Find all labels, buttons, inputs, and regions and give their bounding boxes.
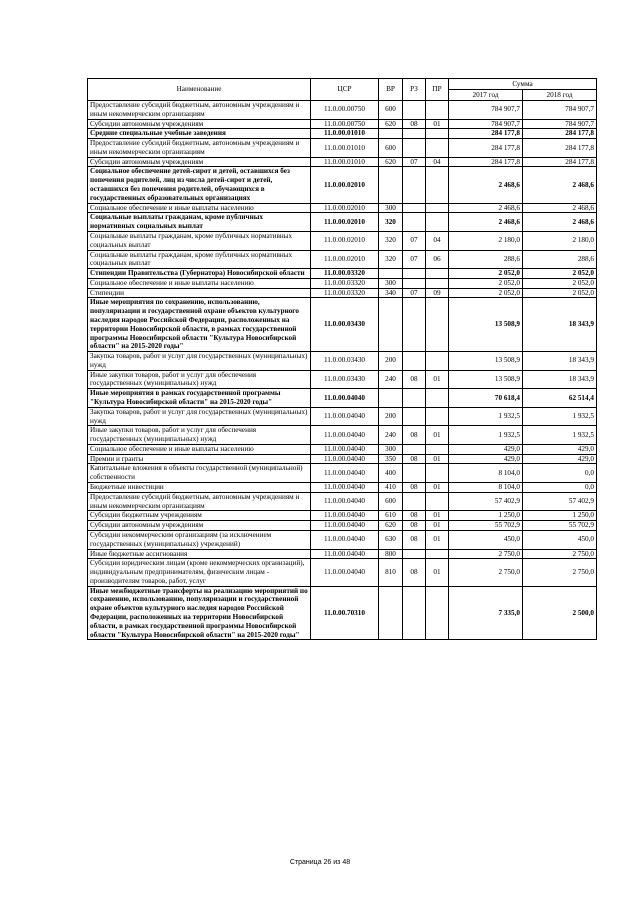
table-row — [88, 101, 597, 120]
row-sum-2017: 57 402,9 — [449, 492, 523, 511]
row-pr: 01 — [426, 511, 449, 521]
row-sum-2018: 62 514,4 — [523, 389, 597, 408]
row-name: Иные закупки товаров, работ и услуг для обеспечения государственных (муниципальных) нужд — [88, 370, 311, 389]
row-csr: 11.0.00.04040 — [311, 407, 379, 426]
row-rz: 07 — [403, 288, 426, 298]
row-csr: 11.0.00.04040 — [311, 483, 379, 493]
row-vr: 810 — [379, 559, 403, 586]
row-sum-2017: 2 750,0 — [449, 549, 523, 559]
row-vr — [379, 389, 403, 408]
row-csr: 11.0.00.03430 — [311, 298, 379, 352]
row-sum-2017: 429,0 — [449, 454, 523, 464]
row-rz — [403, 586, 426, 640]
table-row — [88, 483, 597, 493]
row-sum-2018: 284 177,8 — [523, 157, 597, 167]
row-sum-2018: 2 468,6 — [523, 213, 597, 232]
row-sum-2017: 8 104,0 — [449, 483, 523, 493]
row-sum-2017: 70 618,4 — [449, 389, 523, 408]
row-csr: 11.0.00.03430 — [311, 370, 379, 389]
row-rz — [403, 444, 426, 454]
row-sum-2018: 284 177,8 — [523, 139, 597, 158]
table-row — [88, 250, 597, 269]
row-vr: 340 — [379, 288, 403, 298]
row-vr: 800 — [379, 549, 403, 559]
row-csr: 11.0.00.04040 — [311, 444, 379, 454]
row-vr: 300 — [379, 203, 403, 213]
row-sum-2017: 13 508,9 — [449, 352, 523, 371]
header-pr: ПР — [426, 79, 449, 101]
row-name: Предоставление субсидий бюджетным, автономным учреждениям и иным некоммерческим организациям — [88, 101, 311, 120]
row-name: Стипендии — [88, 288, 311, 298]
row-rz — [403, 129, 426, 139]
row-pr — [426, 352, 449, 371]
row-name: Предоставление субсидий бюджетным, автономным учреждениям и иным некоммерческим организациям — [88, 492, 311, 511]
row-name: Социальные выплаты гражданам, кроме публичных нормативных социальных выплат — [88, 250, 311, 269]
row-sum-2017: 13 508,9 — [449, 298, 523, 352]
row-sum-2017: 2 750,0 — [449, 559, 523, 586]
row-rz: 08 — [403, 119, 426, 129]
row-csr: 11.0.00.03320 — [311, 288, 379, 298]
header-year-2018: 2018 год — [523, 90, 597, 101]
row-sum-2017: 2 052,0 — [449, 269, 523, 279]
row-pr — [426, 492, 449, 511]
row-name: Социальное обеспечение и иные выплаты населению — [88, 278, 311, 288]
table-row — [88, 278, 597, 288]
row-pr: 01 — [426, 454, 449, 464]
row-csr: 11.0.00.70310 — [311, 586, 379, 640]
row-vr: 300 — [379, 444, 403, 454]
row-rz — [403, 389, 426, 408]
table-row — [88, 129, 597, 139]
row-vr: 620 — [379, 521, 403, 531]
row-sum-2018: 1 932,5 — [523, 426, 597, 445]
row-csr: 11.0.00.04040 — [311, 454, 379, 464]
row-csr: 11.0.00.04040 — [311, 521, 379, 531]
row-vr: 320 — [379, 231, 403, 250]
table-row — [88, 521, 597, 531]
row-name: Субсидии бюджетным учреждениям — [88, 511, 311, 521]
row-name: Субсидии автономным учреждениям — [88, 521, 311, 531]
row-sum-2017: 1 250,0 — [449, 511, 523, 521]
row-pr — [426, 464, 449, 483]
table-row — [88, 352, 597, 371]
row-name: Премии и гранты — [88, 454, 311, 464]
table-row — [88, 213, 597, 232]
row-name: Социальные выплаты гражданам, кроме публичных нормативных социальных выплат — [88, 213, 311, 232]
row-name: Социальное обеспечение детей-сирот и детей, оставшихся без попечения родителей, лиц из числа детей-сирот и детей, оставшихся без попечения родителей, обучающихся в государственных образовательных организациях — [88, 167, 311, 203]
row-sum-2017: 8 104,0 — [449, 464, 523, 483]
row-sum-2018: 784 907,7 — [523, 101, 597, 120]
row-name: Закупка товаров, работ и услуг для государственных (муниципальных) нужд — [88, 407, 311, 426]
row-rz: 08 — [403, 521, 426, 531]
row-sum-2017: 784 907,7 — [449, 119, 523, 129]
row-sum-2018: 0,0 — [523, 464, 597, 483]
row-csr: 11.0.00.04040 — [311, 389, 379, 408]
row-sum-2017: 2 052,0 — [449, 278, 523, 288]
row-vr: 400 — [379, 464, 403, 483]
row-sum-2018: 55 702,9 — [523, 521, 597, 531]
row-rz — [403, 278, 426, 288]
row-sum-2017: 429,0 — [449, 444, 523, 454]
row-csr: 11.0.00.00750 — [311, 101, 379, 120]
row-rz: 08 — [403, 370, 426, 389]
row-csr: 11.0.00.02010 — [311, 213, 379, 232]
row-csr: 11.0.00.00750 — [311, 119, 379, 129]
budget-table-container — [87, 78, 597, 640]
row-sum-2017: 1 932,5 — [449, 426, 523, 445]
row-vr: 300 — [379, 278, 403, 288]
row-name: Средние специальные учебные заведения — [88, 129, 311, 139]
row-vr: 320 — [379, 213, 403, 232]
row-name: Социальные выплаты гражданам, кроме публичных нормативных социальных выплат — [88, 231, 311, 250]
row-rz — [403, 101, 426, 120]
row-vr: 200 — [379, 407, 403, 426]
row-pr — [426, 101, 449, 120]
table-row — [88, 530, 597, 549]
table-row — [88, 454, 597, 464]
row-vr: 600 — [379, 139, 403, 158]
row-rz: 08 — [403, 454, 426, 464]
row-csr: 11.0.00.04040 — [311, 511, 379, 521]
row-sum-2018: 2 052,0 — [523, 278, 597, 288]
row-sum-2018: 2 750,0 — [523, 559, 597, 586]
row-pr — [426, 444, 449, 454]
row-pr: 01 — [426, 483, 449, 493]
row-vr: 350 — [379, 454, 403, 464]
row-csr: 11.0.00.04040 — [311, 530, 379, 549]
header-vr: ВР — [379, 79, 403, 101]
row-sum-2017: 13 508,9 — [449, 370, 523, 389]
table-row — [88, 157, 597, 167]
row-sum-2018: 18 343,9 — [523, 298, 597, 352]
row-csr: 11.0.00.04040 — [311, 464, 379, 483]
table-row — [88, 203, 597, 213]
row-rz — [403, 269, 426, 279]
row-sum-2017: 284 177,8 — [449, 157, 523, 167]
row-pr: 06 — [426, 250, 449, 269]
row-name: Стипендии Правительства (Губернатора) Новосибирской области — [88, 269, 311, 279]
row-sum-2017: 450,0 — [449, 530, 523, 549]
row-pr — [426, 129, 449, 139]
row-sum-2017: 1 932,5 — [449, 407, 523, 426]
table-row — [88, 492, 597, 511]
row-rz: 08 — [403, 511, 426, 521]
row-csr: 11.0.00.04040 — [311, 559, 379, 586]
row-vr — [379, 586, 403, 640]
row-sum-2017: 784 907,7 — [449, 101, 523, 120]
row-name: Иные мероприятия по сохранению, использованию, популяризации и государственной охране объектов культурного наследия народов Российской Федерации, расположенных на территории Новосибирской области, в рамках государственной программы Новосибирской области "Культура Новосибирской области" на 2015-2020 годы" — [88, 298, 311, 352]
row-pr: 04 — [426, 231, 449, 250]
row-name: Иные мероприятия в рамках государственной программы "Культура Новосибирской области" на 2015-2020 годы" — [88, 389, 311, 408]
row-vr: 240 — [379, 426, 403, 445]
row-sum-2018: 18 343,9 — [523, 370, 597, 389]
row-sum-2018: 18 343,9 — [523, 352, 597, 371]
row-pr — [426, 213, 449, 232]
row-pr: 01 — [426, 370, 449, 389]
table-row — [88, 407, 597, 426]
row-name: Иные межбюджетные трансферты на реализацию мероприятий по сохранению, использованию, популяризации и государственной охране объектов культурного наследия народов Российской Федерации, расположенных на территории Новосибирской области, в рамках государственной программы Новосибирской области "Культура Новосибирской области" на 2015-2020 годы" — [88, 586, 311, 640]
row-sum-2018: 1 932,5 — [523, 407, 597, 426]
row-sum-2017: 2 052,0 — [449, 288, 523, 298]
row-rz — [403, 352, 426, 371]
row-sum-2018: 284 177,8 — [523, 129, 597, 139]
table-row — [88, 298, 597, 352]
row-csr: 11.0.00.01010 — [311, 139, 379, 158]
table-row — [88, 119, 597, 129]
row-vr: 600 — [379, 101, 403, 120]
row-rz: 07 — [403, 250, 426, 269]
row-pr: 01 — [426, 521, 449, 531]
row-sum-2018: 2 052,0 — [523, 288, 597, 298]
header-csr: ЦСР — [311, 79, 379, 101]
row-vr: 620 — [379, 157, 403, 167]
row-pr: 01 — [426, 119, 449, 129]
row-rz — [403, 139, 426, 158]
row-sum-2018: 784 907,7 — [523, 119, 597, 129]
table-row — [88, 559, 597, 586]
row-sum-2017: 2 468,6 — [449, 213, 523, 232]
row-rz — [403, 407, 426, 426]
row-name: Социальное обеспечение и иные выплаты населению — [88, 203, 311, 213]
row-vr: 200 — [379, 352, 403, 371]
row-csr: 11.0.00.03430 — [311, 352, 379, 371]
table-row — [88, 444, 597, 454]
row-csr: 11.0.00.02010 — [311, 167, 379, 203]
header-rz: РЗ — [403, 79, 426, 101]
row-sum-2018: 429,0 — [523, 444, 597, 454]
row-pr — [426, 407, 449, 426]
table-body — [88, 101, 597, 640]
row-csr: 11.0.00.01010 — [311, 157, 379, 167]
row-sum-2018: 57 402,9 — [523, 492, 597, 511]
row-vr — [379, 298, 403, 352]
row-sum-2018: 2 500,0 — [523, 586, 597, 640]
row-csr: 11.0.00.03320 — [311, 269, 379, 279]
row-sum-2018: 450,0 — [523, 530, 597, 549]
row-vr — [379, 269, 403, 279]
row-pr: 04 — [426, 157, 449, 167]
row-csr: 11.0.00.02010 — [311, 203, 379, 213]
row-csr: 11.0.00.04040 — [311, 426, 379, 445]
row-sum-2017: 2 468,6 — [449, 167, 523, 203]
row-csr: 11.0.00.04040 — [311, 549, 379, 559]
row-sum-2017: 55 702,9 — [449, 521, 523, 531]
row-pr — [426, 167, 449, 203]
row-rz: 08 — [403, 483, 426, 493]
table-row — [88, 511, 597, 521]
table-row — [88, 370, 597, 389]
row-sum-2018: 429,0 — [523, 454, 597, 464]
row-sum-2018: 288,6 — [523, 250, 597, 269]
row-vr: 630 — [379, 530, 403, 549]
table-row — [88, 464, 597, 483]
table-row — [88, 586, 597, 640]
row-name: Субсидии автономным учреждениям — [88, 119, 311, 129]
page-number: Страница 26 из 48 — [289, 859, 351, 866]
row-sum-2018: 0,0 — [523, 483, 597, 493]
row-csr: 11.0.00.04040 — [311, 492, 379, 511]
row-rz — [403, 549, 426, 559]
row-sum-2018: 2 468,6 — [523, 203, 597, 213]
row-rz — [403, 203, 426, 213]
row-rz — [403, 213, 426, 232]
row-pr — [426, 586, 449, 640]
row-rz — [403, 492, 426, 511]
row-name: Предоставление субсидий бюджетным, автономным учреждениям и иным некоммерческим организациям — [88, 139, 311, 158]
row-vr — [379, 167, 403, 203]
table-row — [88, 269, 597, 279]
row-sum-2017: 2 180,0 — [449, 231, 523, 250]
row-vr: 600 — [379, 492, 403, 511]
row-rz: 08 — [403, 530, 426, 549]
row-sum-2017: 284 177,8 — [449, 129, 523, 139]
row-name: Закупка товаров, работ и услуг для государственных (муниципальных) нужд — [88, 352, 311, 371]
row-vr: 410 — [379, 483, 403, 493]
row-name: Субсидии автономным учреждениям — [88, 157, 311, 167]
row-sum-2017: 2 468,6 — [449, 203, 523, 213]
row-sum-2017: 7 335,0 — [449, 586, 523, 640]
header-name: Наименование — [88, 79, 311, 101]
table-row — [88, 549, 597, 559]
row-rz — [403, 298, 426, 352]
row-rz: 07 — [403, 231, 426, 250]
row-sum-2017: 288,6 — [449, 250, 523, 269]
row-name: Социальное обеспечение и иные выплаты населению — [88, 444, 311, 454]
row-rz — [403, 464, 426, 483]
row-sum-2018: 2 052,0 — [523, 269, 597, 279]
row-pr: 01 — [426, 426, 449, 445]
row-csr: 11.0.00.02010 — [311, 250, 379, 269]
table-row — [88, 139, 597, 158]
row-name: Иные бюджетные ассигнования — [88, 549, 311, 559]
row-pr — [426, 549, 449, 559]
row-csr: 11.0.00.01010 — [311, 129, 379, 139]
row-sum-2018: 1 250,0 — [523, 511, 597, 521]
row-name: Субсидии некоммерческим организациям (за исключением государственных (муниципальных) учреждений) — [88, 530, 311, 549]
row-csr: 11.0.00.03320 — [311, 278, 379, 288]
row-vr: 320 — [379, 250, 403, 269]
table-row — [88, 167, 597, 203]
row-name: Субсидии юридическим лицам (кроме некоммерческих организаций), индивидуальным предпринимателям, физическим лицам - производителям товаров, работ, услуг — [88, 559, 311, 586]
row-name: Капитальные вложения в объекты государственной (муниципальной) собственности — [88, 464, 311, 483]
header-sum: Сумма — [449, 79, 597, 90]
row-sum-2018: 2 750,0 — [523, 549, 597, 559]
row-name: Бюджетные инвестиции — [88, 483, 311, 493]
row-pr — [426, 139, 449, 158]
row-rz — [403, 167, 426, 203]
row-pr — [426, 298, 449, 352]
table-row — [88, 288, 597, 298]
row-rz: 08 — [403, 559, 426, 586]
row-name: Иные закупки товаров, работ и услуг для обеспечения государственных (муниципальных) нужд — [88, 426, 311, 445]
row-sum-2017: 284 177,8 — [449, 139, 523, 158]
row-pr: 01 — [426, 530, 449, 549]
table-row — [88, 426, 597, 445]
row-sum-2018: 2 180,0 — [523, 231, 597, 250]
table-row — [88, 389, 597, 408]
budget-table — [87, 78, 597, 640]
row-sum-2018: 2 468,6 — [523, 167, 597, 203]
row-rz: 07 — [403, 157, 426, 167]
row-vr: 620 — [379, 119, 403, 129]
row-vr: 610 — [379, 511, 403, 521]
row-vr: 240 — [379, 370, 403, 389]
row-pr: 01 — [426, 559, 449, 586]
table-row — [88, 231, 597, 250]
row-vr — [379, 129, 403, 139]
row-pr — [426, 269, 449, 279]
row-csr: 11.0.00.02010 — [311, 231, 379, 250]
header-year-2017: 2017 год — [449, 90, 523, 101]
row-pr — [426, 203, 449, 213]
row-rz: 08 — [403, 426, 426, 445]
row-pr — [426, 389, 449, 408]
row-pr: 09 — [426, 288, 449, 298]
row-pr — [426, 278, 449, 288]
